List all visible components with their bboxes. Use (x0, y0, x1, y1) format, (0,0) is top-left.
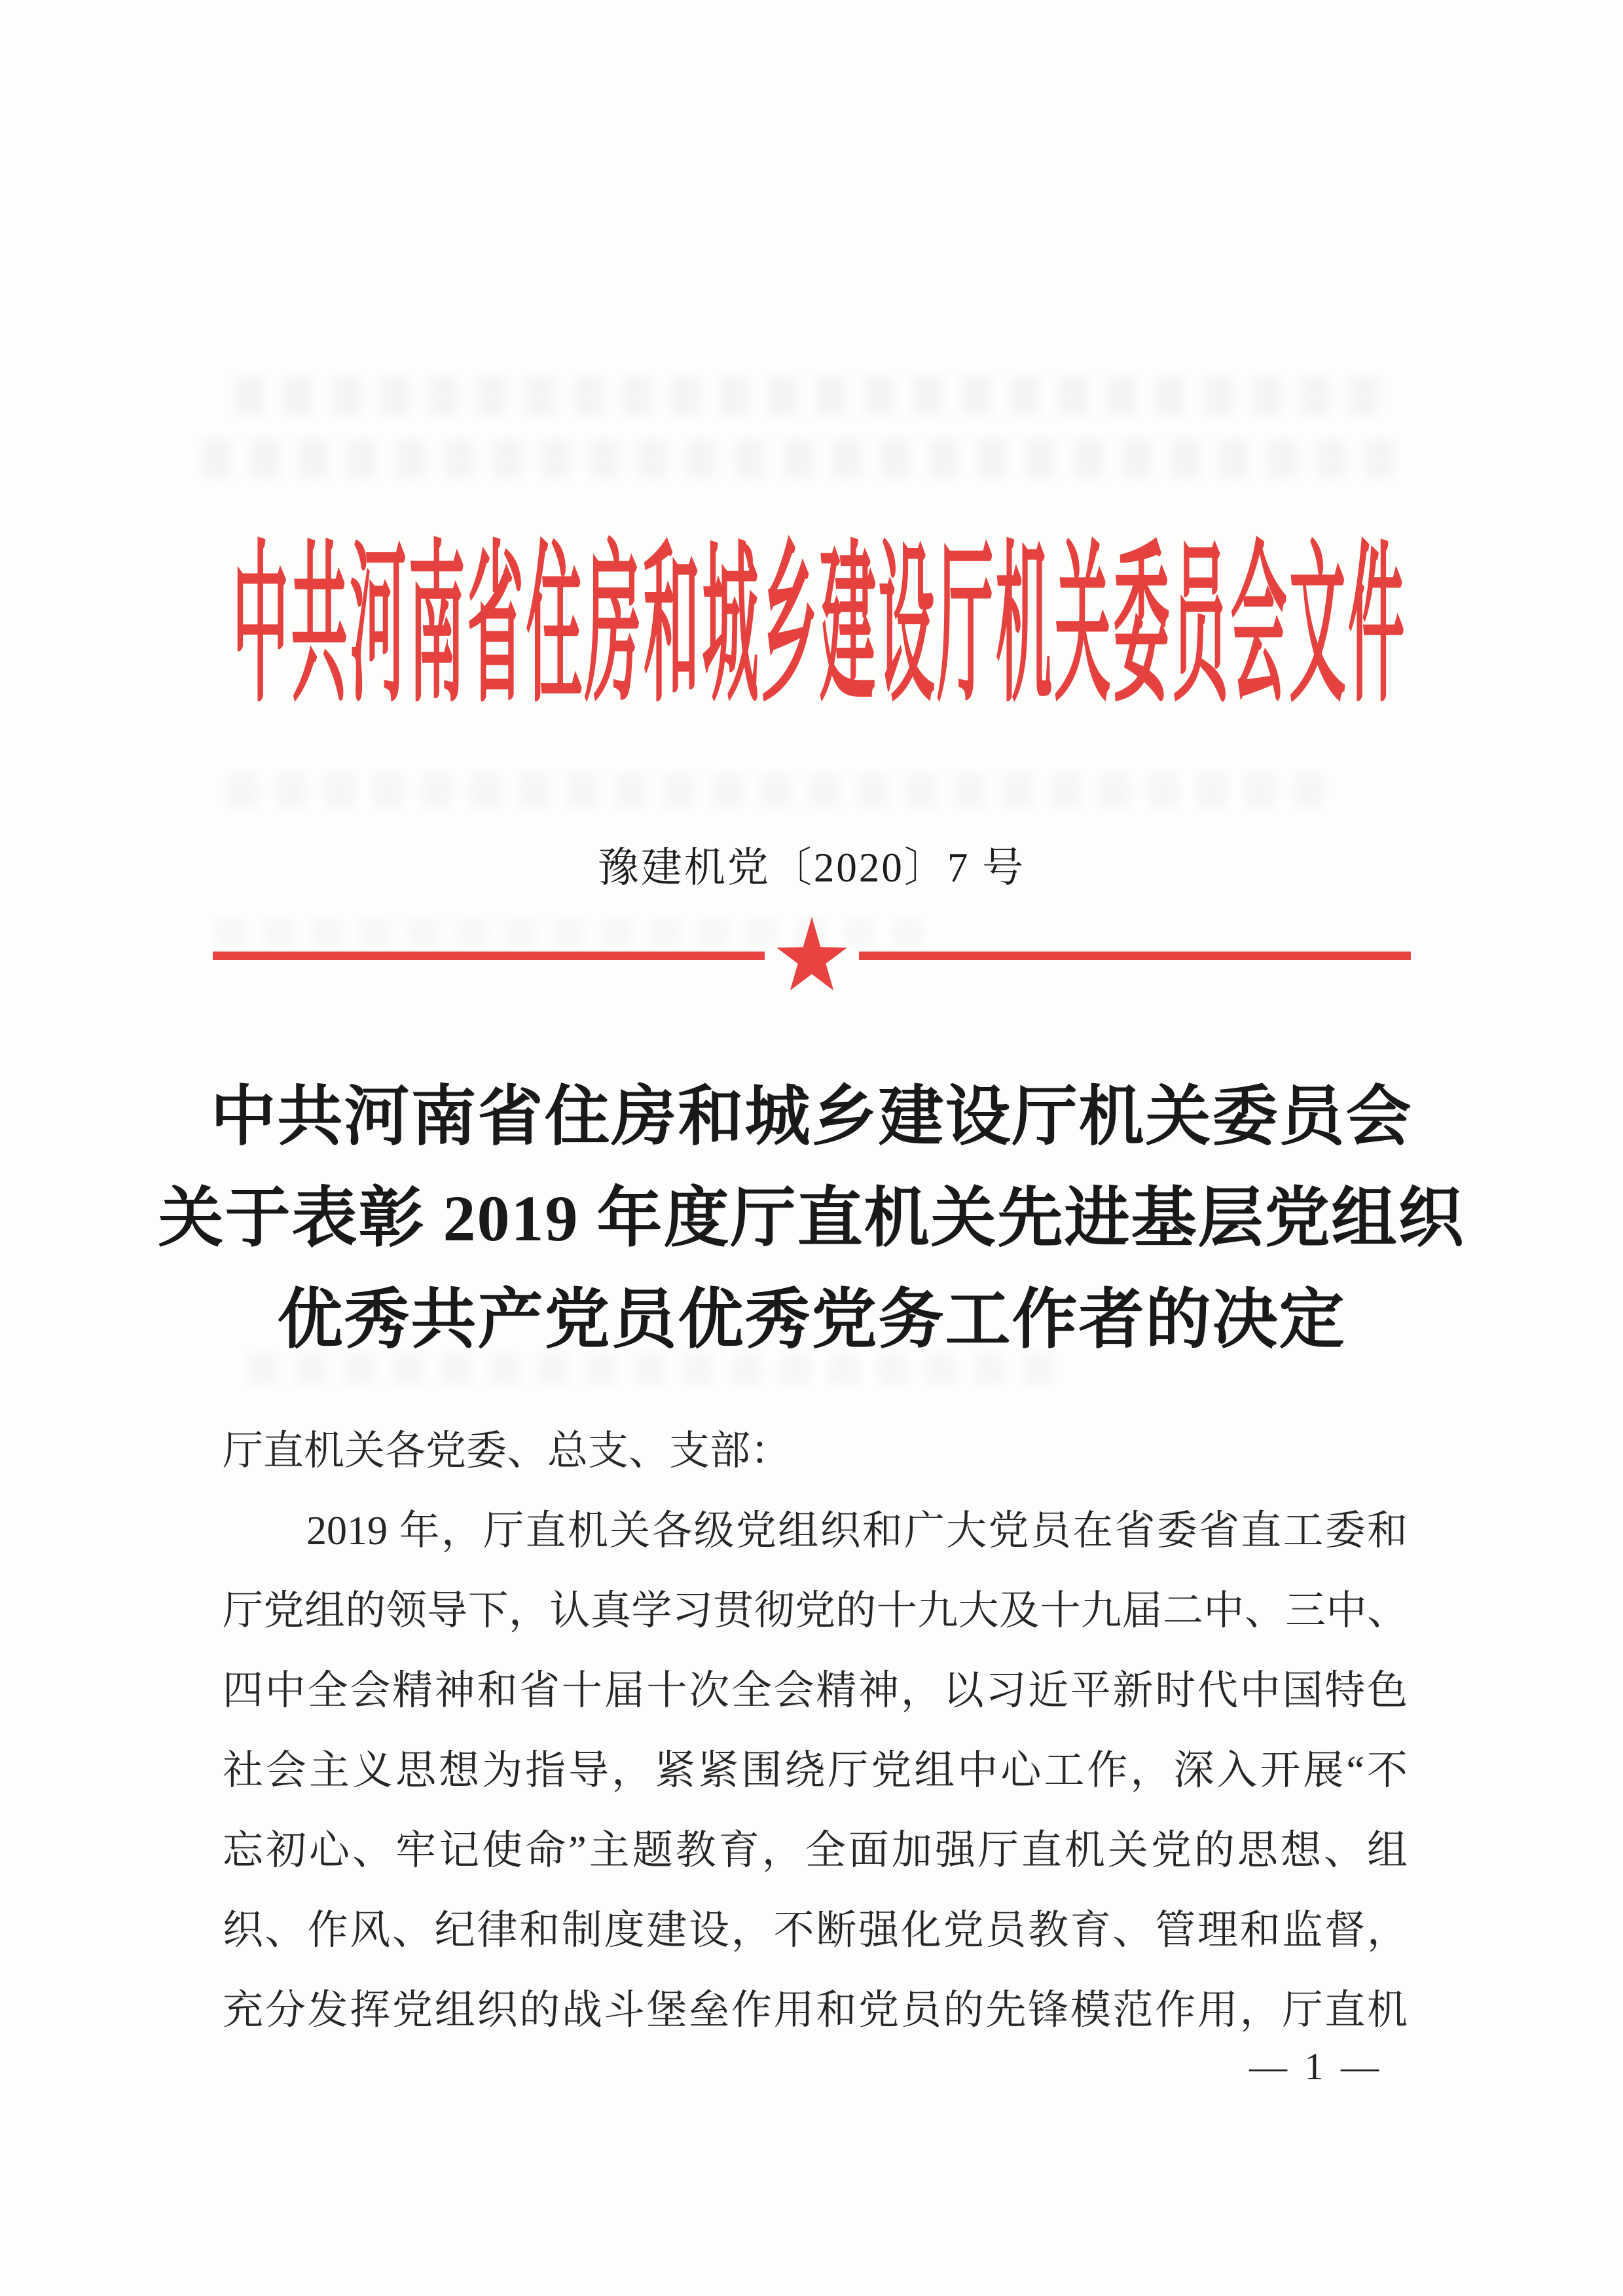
scan-bleedthrough (229, 774, 1342, 807)
scan-bleedthrough (203, 440, 1408, 477)
divider-line-left (213, 952, 765, 960)
title-line: 关于表彰 2019 年度厅直机关先进基层党组织 (158, 1182, 1465, 1255)
body-line: 忘初心、牢记使命”主题教育，全面加强厅直机关党的思想、组 (223, 1828, 1408, 1873)
title-line: 优秀共产党员优秀党务工作者的决定 (277, 1284, 1346, 1356)
title-line: 中共河南省住房和城乡建设厅机关委员会 (210, 1081, 1413, 1153)
star-icon (775, 914, 848, 997)
red-divider (213, 914, 1411, 997)
document-number: 豫建机党〔2020〕7 号 (597, 845, 1026, 891)
page-number: — 1 — (1249, 2045, 1383, 2088)
body-line: 四中全会精神和省十届十次全会精神，以习近平新时代中国特色 (223, 1669, 1408, 1713)
body-line: 织、作风、纪律和制度建设，不断强化党员教育、管理和监督， (223, 1908, 1408, 1953)
scan-bleedthrough (236, 377, 1388, 415)
letterhead-title: 中共河南省住房和城乡建设厅机关委员会文件 (232, 529, 1404, 724)
document-title (0, 1066, 1623, 1371)
divider-line-right (859, 952, 1411, 960)
body-line: 充分发挥党组织的战斗堡垒作用和党员的先锋模范作用，厅直机 (223, 1988, 1408, 2033)
document-body (223, 1411, 1408, 2050)
body-line: 厅党组的领导下，认真学习贯彻党的十九大及十九届二中、三中、 (223, 1589, 1408, 1633)
body-line: 2019 年，厅直机关各级党组织和广大党员在省委省直工委和 (306, 1509, 1408, 1553)
body-line: 社会主义思想为指导，紧紧围绕厅党组中心工作，深入开展“不 (223, 1749, 1408, 1793)
salutation: 厅直机关各党委、总支、支部： (223, 1429, 792, 1473)
